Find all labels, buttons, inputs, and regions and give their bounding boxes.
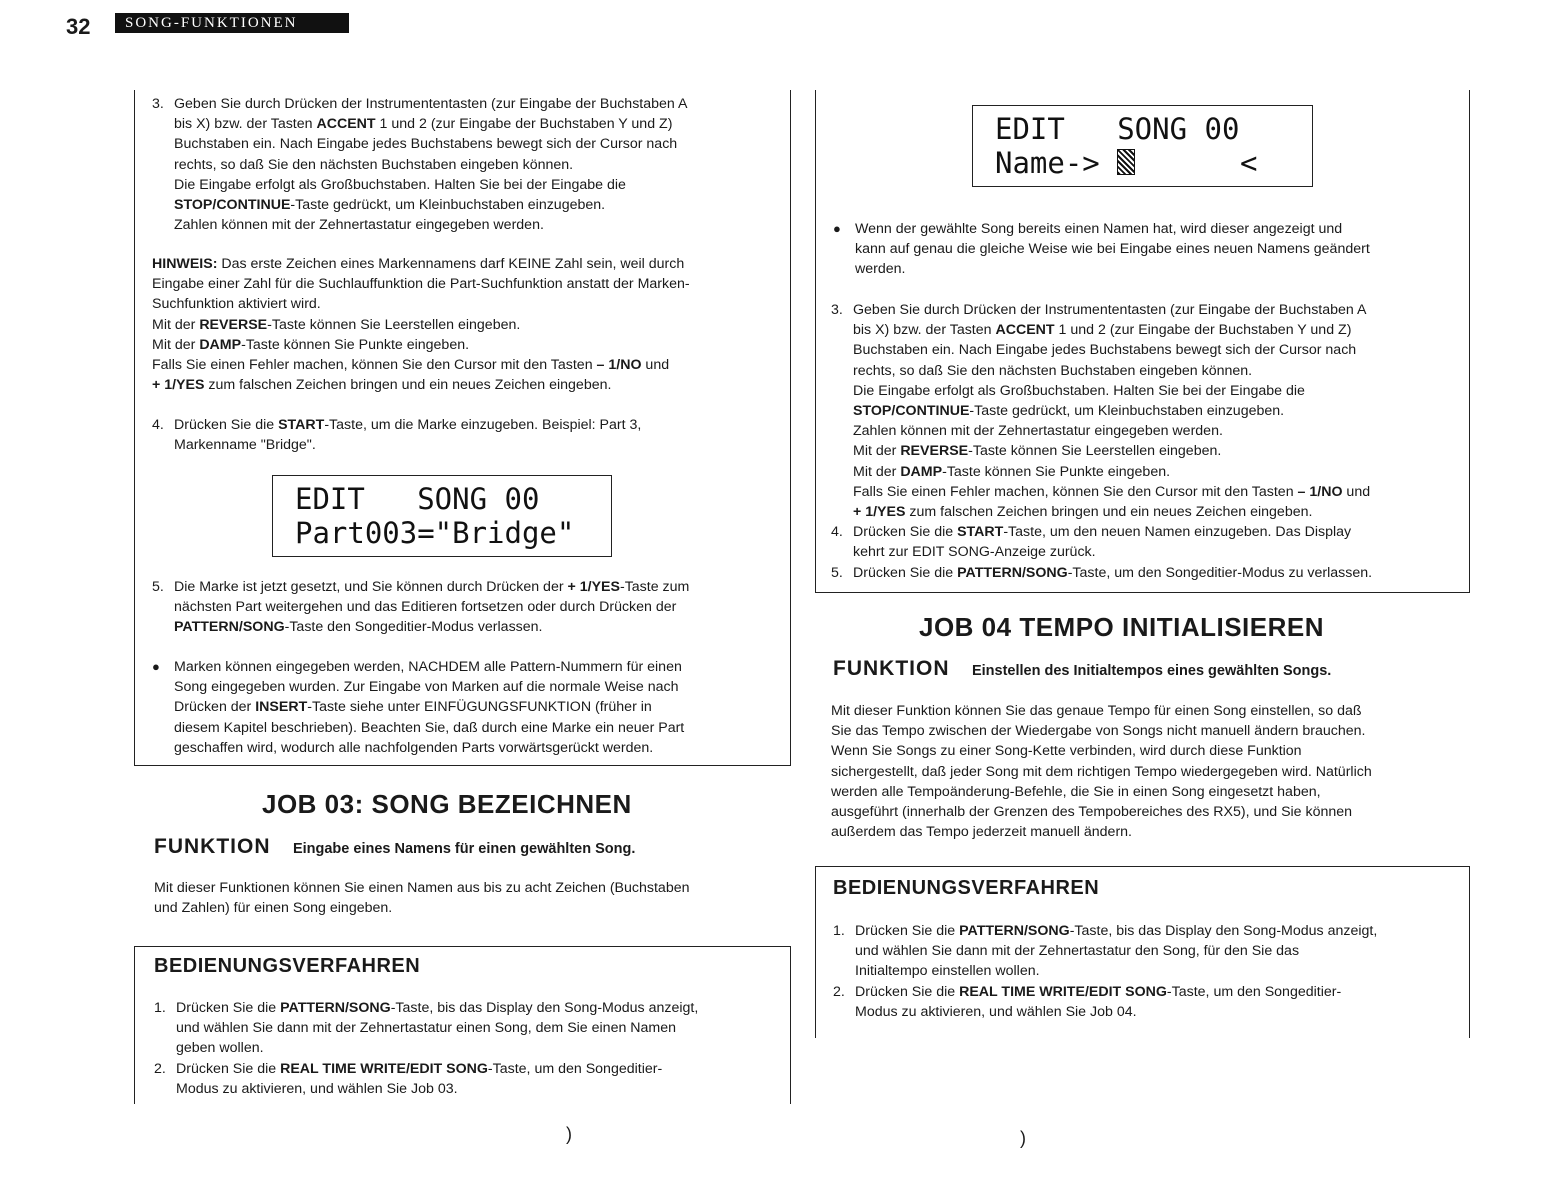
job-04-intro: Mit dieser Funktion können Sie das genaue Tempo für einen Song einstellen, so daß Sie das Tempo zwischen der Wiedergabe von Songs nicht manuell ändern brauchen. Wenn Sie Songs zu einer Song-Kette verbinden, wird durch diese Funktion sichergestellt, daß jeder Song mit dem richtigen Tempo wiedergegeben wird. Natürlich werden alle Tempoänderung-Befehle, die Sie in einen Song eingesetzt haben, ausgeführt (innerhalb der Grenzen des Tempobereiches des RX5), und Sie können außerdem das Tempo jederzeit manuell ändern. [831,703,1372,841]
left-box-border-left [134,90,135,766]
left-box-border-bottom [134,765,791,766]
right-box-border-left [815,90,816,593]
left-bed-border-left [134,946,135,1104]
left-bed-border-right [790,946,791,1104]
left-bed-steps: 1. Drücken Sie die PATTERN/SONG-Taste, bis das Display den Song-Modus anzeigt, und wählen Sie dann mit der Zehnertastatur einen Song, dem Sie einen Namen geben wollen. 2. Drücken Sie die REAL TIME WRITE/EDIT SONG-Taste, um den Songeditier- Modus zu aktivieren, und wählen Sie Job 03. [154,1000,699,1097]
right-bed-steps: 1. Drücken Sie die PATTERN/SONG-Taste, bis das Display den Song-Modus anzeigt, und wählen Sie dann mit der Zehnertastatur den Song, für den Sie das Initialtempo einstellen wollen. 2. Drücken Sie die REAL TIME WRITE/EDIT SONG-Taste, um den Songeditier- Modus zu aktivieren, und wählen Sie Job 04. [833,923,1378,1020]
left-step-4: 4. Drücken Sie die START-Taste, um die Marke einzugeben. Beispiel: Part 3, Markenname "Bridge". [152,417,642,454]
lcd-display-part-bridge: EDIT SONG 00 Part003="Bridge" [272,475,612,557]
job-03-funktion: FUNKTION Eingabe eines Namens für einen gewählten Song. [154,835,636,858]
footer-mark-left: ) [566,1124,572,1144]
section-header-bar: SONG-FUNKTIONEN [115,13,349,33]
job-04-funktion: FUNKTION Einstellen des Initialtempos eines gewählten Songs. [833,657,1332,680]
right-bed-border-top [815,866,1470,867]
lcd-display-name-entry: EDIT SONG 00 Name-> < [972,105,1313,187]
left-bed-border-top [134,946,791,947]
job-03-intro: Mit dieser Funktionen können Sie einen Namen aus bis zu acht Zeichen (Buchstaben und Zahlen) für einen Song eingeben. [154,880,690,917]
left-step-5: 5. Die Marke ist jetzt gesetzt, und Sie können durch Drücken der + 1/YES-Taste zum nächsten Part weitergehen und das Editieren fortsetzen oder durch Drücken der PATTERN/SONG-Taste den Songeditier-Modus verlassen. [152,579,690,636]
job-03-title: JOB 03: SONG BEZEICHNEN [262,789,632,819]
bullet-icon: ● [833,221,841,236]
right-bed-border-right [1469,866,1470,1038]
right-bullet-note: ● Wenn der gewählte Song bereits einen Namen hat, wird dieser angezeigt und kann auf genau die gleiche Weise wie bei Eingabe eines neuen Namens geändert werden. [833,221,1370,278]
bullet-icon: ● [152,659,160,674]
page-number: 32 [66,14,91,39]
right-steps-3-5: 3. Geben Sie durch Drücken der Instrumententasten (zur Eingabe der Buchstaben A bis X) bzw. der Tasten ACCENT 1 und 2 (zur Eingabe der Buchstaben Y und Z) Buchstaben ein. Nach Eingabe jedes Buchstabens bewegt sich der Cursor nach rechts, so daß Sie den nächsten Buchstaben eingeben können. Die Eingabe erfolgt als Großbuchstaben. Halten Sie bei der Eingabe die STOP/CONTINUE-Taste gedrückt, um Kleinbuchstaben einzugeben. Zahlen können mit der Zehnertastatur eingegeben werden. Mit der REVERSE-Taste können Sie Leerstellen eingeben. Mit der DAMP-Taste können Sie Punkte eingeben. Falls Sie einen Fehler machen, können Sie den Cursor mit den Tasten – 1/NO und + 1/YES zum falschen Zeichen bringen und ein neues Zeichen eingeben. 4. Drücken Sie die START-Taste, um den neuen Namen einzugeben. Das Display kehrt zur EDIT SONG-Anzeige zurück. 5. Drücken Sie die PATTERN/SONG-Taste, um den Songeditier-Modus zu verlassen. [831,302,1373,581]
left-bullet-note: ● Marken können eingegeben werden, NACHDEM alle Pattern-Nummern für einen Song eingegeben wurden. Zur Eingabe von Marken auf die normale Weise nach Drücken der INSERT-Taste siehe unter EINFÜGUNGSFUNKTION (früher in diesem Kapitel beschrieben). Beachten Sie, daß durch eine Marke ein neuer Part geschaffen wird, wodurch alle nachfolgenden Parts vorwärtsgerückt werden. [152,659,685,756]
left-bed-title: BEDIENUNGSVERFAHREN [154,955,421,977]
right-bed-title: BEDIENUNGSVERFAHREN [833,877,1100,899]
job-04-title: JOB 04 TEMPO INITIALISIEREN [919,612,1325,642]
right-bed-border-left [815,866,816,1038]
left-step-3: 3. Geben Sie durch Drücken der Instrumententasten (zur Eingabe der Buchstaben A bis X) bzw. der Tasten ACCENT 1 und 2 (zur Eingabe der Buchstaben Y und Z) Buchstaben ein. Nach Eingabe jedes Buchstabens bewegt sich der Cursor nach rechts, so daß Sie den nächsten Buchstaben eingeben können. Die Eingabe erfolgt als Großbuchstaben. Halten Sie bei der Eingabe die STOP/CONTINUE-Taste gedrückt, um Kleinbuchstaben einzugeben. Zahlen können mit der Zehnertastatur eingegeben werden. [152,96,688,234]
right-box-border-bottom [815,592,1470,593]
left-box-border-right [790,90,791,766]
left-hinweis-note: HINWEIS: Das erste Zeichen eines Markennamens darf KEINE Zahl sein, weil durch Eingabe einer Zahl für die Suchlauffunktion die Part-Suchfunktion anstatt der Marken- Suchfunktion aktiviert wird. Mit der REVERSE-Taste können Sie Leerstellen eingeben. Mit der DAMP-Taste können Sie Punkte eingeben. Falls Sie einen Fehler machen, können Sie den Cursor mit den Tasten – 1/NO und + 1/YES zum falschen Zeichen bringen und ein neues Zeichen eingeben. [152,256,690,394]
lcd-cursor-icon [1117,149,1135,175]
footer-mark-right: ) [1020,1128,1026,1148]
right-box-border-right [1469,90,1470,593]
